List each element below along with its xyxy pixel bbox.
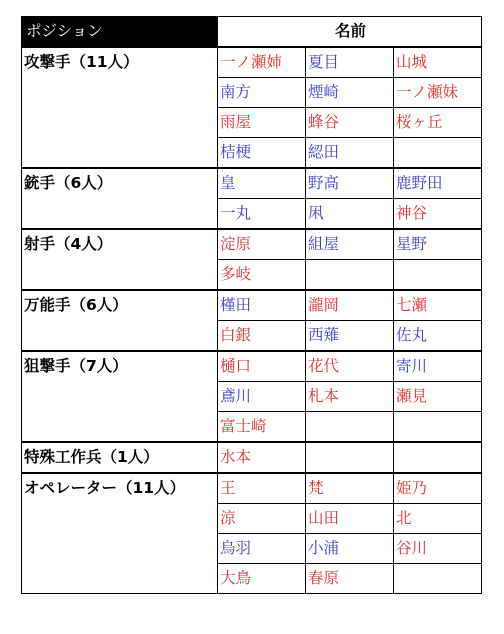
member-name-cell: 槿田	[218, 290, 306, 321]
member-name-cell: 瀧岡	[306, 290, 394, 321]
member-name-cell: 王	[218, 473, 306, 504]
name-header: 名前	[218, 17, 482, 48]
member-name-cell: 星野	[394, 229, 482, 260]
member-name-cell: 谷川	[394, 534, 482, 564]
member-name-cell: 南方	[218, 78, 306, 108]
header-row	[22, 17, 482, 48]
table-row	[22, 168, 482, 199]
position-label: 射手（4人）	[22, 229, 218, 290]
member-name-cell: 七瀬	[394, 290, 482, 321]
member-name-cell: 神谷	[394, 199, 482, 230]
position-label: 万能手（6人）	[22, 290, 218, 351]
member-name-cell: 山田	[306, 504, 394, 534]
member-name-cell: 皇	[218, 168, 306, 199]
member-name-cell	[394, 412, 482, 443]
member-name-cell: 凩	[306, 199, 394, 230]
table-row	[22, 290, 482, 321]
member-name-cell	[306, 260, 394, 291]
member-name-cell: 梵	[306, 473, 394, 504]
member-name-cell	[394, 138, 482, 169]
member-name-cell: 春原	[306, 564, 394, 594]
member-name-cell: 山城	[394, 47, 482, 78]
member-name-cell: 桜ヶ丘	[394, 108, 482, 138]
member-name-cell: 白銀	[218, 321, 306, 352]
member-name-cell	[306, 412, 394, 443]
position-label: 特殊工作兵（1人）	[22, 442, 218, 473]
member-name-cell: 夏目	[306, 47, 394, 78]
member-name-cell: 水本	[218, 442, 306, 473]
member-name-cell: 野高	[306, 168, 394, 199]
member-name-cell: 大鳥	[218, 564, 306, 594]
member-name-cell: 一丸	[218, 199, 306, 230]
table-row	[22, 442, 482, 473]
member-name-cell: 桔梗	[218, 138, 306, 169]
roster-body	[22, 47, 482, 594]
member-name-cell	[394, 564, 482, 594]
position-label: オペレーター（11人）	[22, 473, 218, 594]
member-name-cell: 花代	[306, 351, 394, 382]
table-row	[22, 473, 482, 504]
member-name-cell: 寄川	[394, 351, 482, 382]
member-name-cell: 煙崎	[306, 78, 394, 108]
member-name-cell: 樋口	[218, 351, 306, 382]
member-name-cell: 富士崎	[218, 412, 306, 443]
member-name-cell: 多岐	[218, 260, 306, 291]
member-name-cell: 鳶川	[218, 382, 306, 412]
member-name-cell: 烏羽	[218, 534, 306, 564]
member-name-cell: 蜂谷	[306, 108, 394, 138]
member-name-cell	[394, 442, 482, 473]
member-name-cell: 小浦	[306, 534, 394, 564]
member-name-cell: 札本	[306, 382, 394, 412]
member-name-cell: 西薙	[306, 321, 394, 352]
member-name-cell	[306, 442, 394, 473]
member-name-cell: 北	[394, 504, 482, 534]
table-row	[22, 229, 482, 260]
position-label: 狙撃手（7人）	[22, 351, 218, 442]
table-row	[22, 351, 482, 382]
member-name-cell: 雨屋	[218, 108, 306, 138]
position-label: 攻撃手（11人）	[22, 47, 218, 168]
member-name-cell: 佐丸	[394, 321, 482, 352]
member-name-cell: 綛田	[306, 138, 394, 169]
member-name-cell: 瀬見	[394, 382, 482, 412]
member-name-cell: 組屋	[306, 229, 394, 260]
member-name-cell: 姫乃	[394, 473, 482, 504]
member-name-cell: 鹿野田	[394, 168, 482, 199]
member-name-cell: 淀原	[218, 229, 306, 260]
position-label: 銃手（6人）	[22, 168, 218, 229]
member-name-cell	[394, 260, 482, 291]
member-name-cell: 一ノ瀬妹	[394, 78, 482, 108]
member-name-cell: 一ノ瀬姉	[218, 47, 306, 78]
position-roster-table	[21, 16, 482, 594]
member-name-cell: 涼	[218, 504, 306, 534]
table-row	[22, 47, 482, 78]
position-header: ポジション	[22, 17, 218, 48]
